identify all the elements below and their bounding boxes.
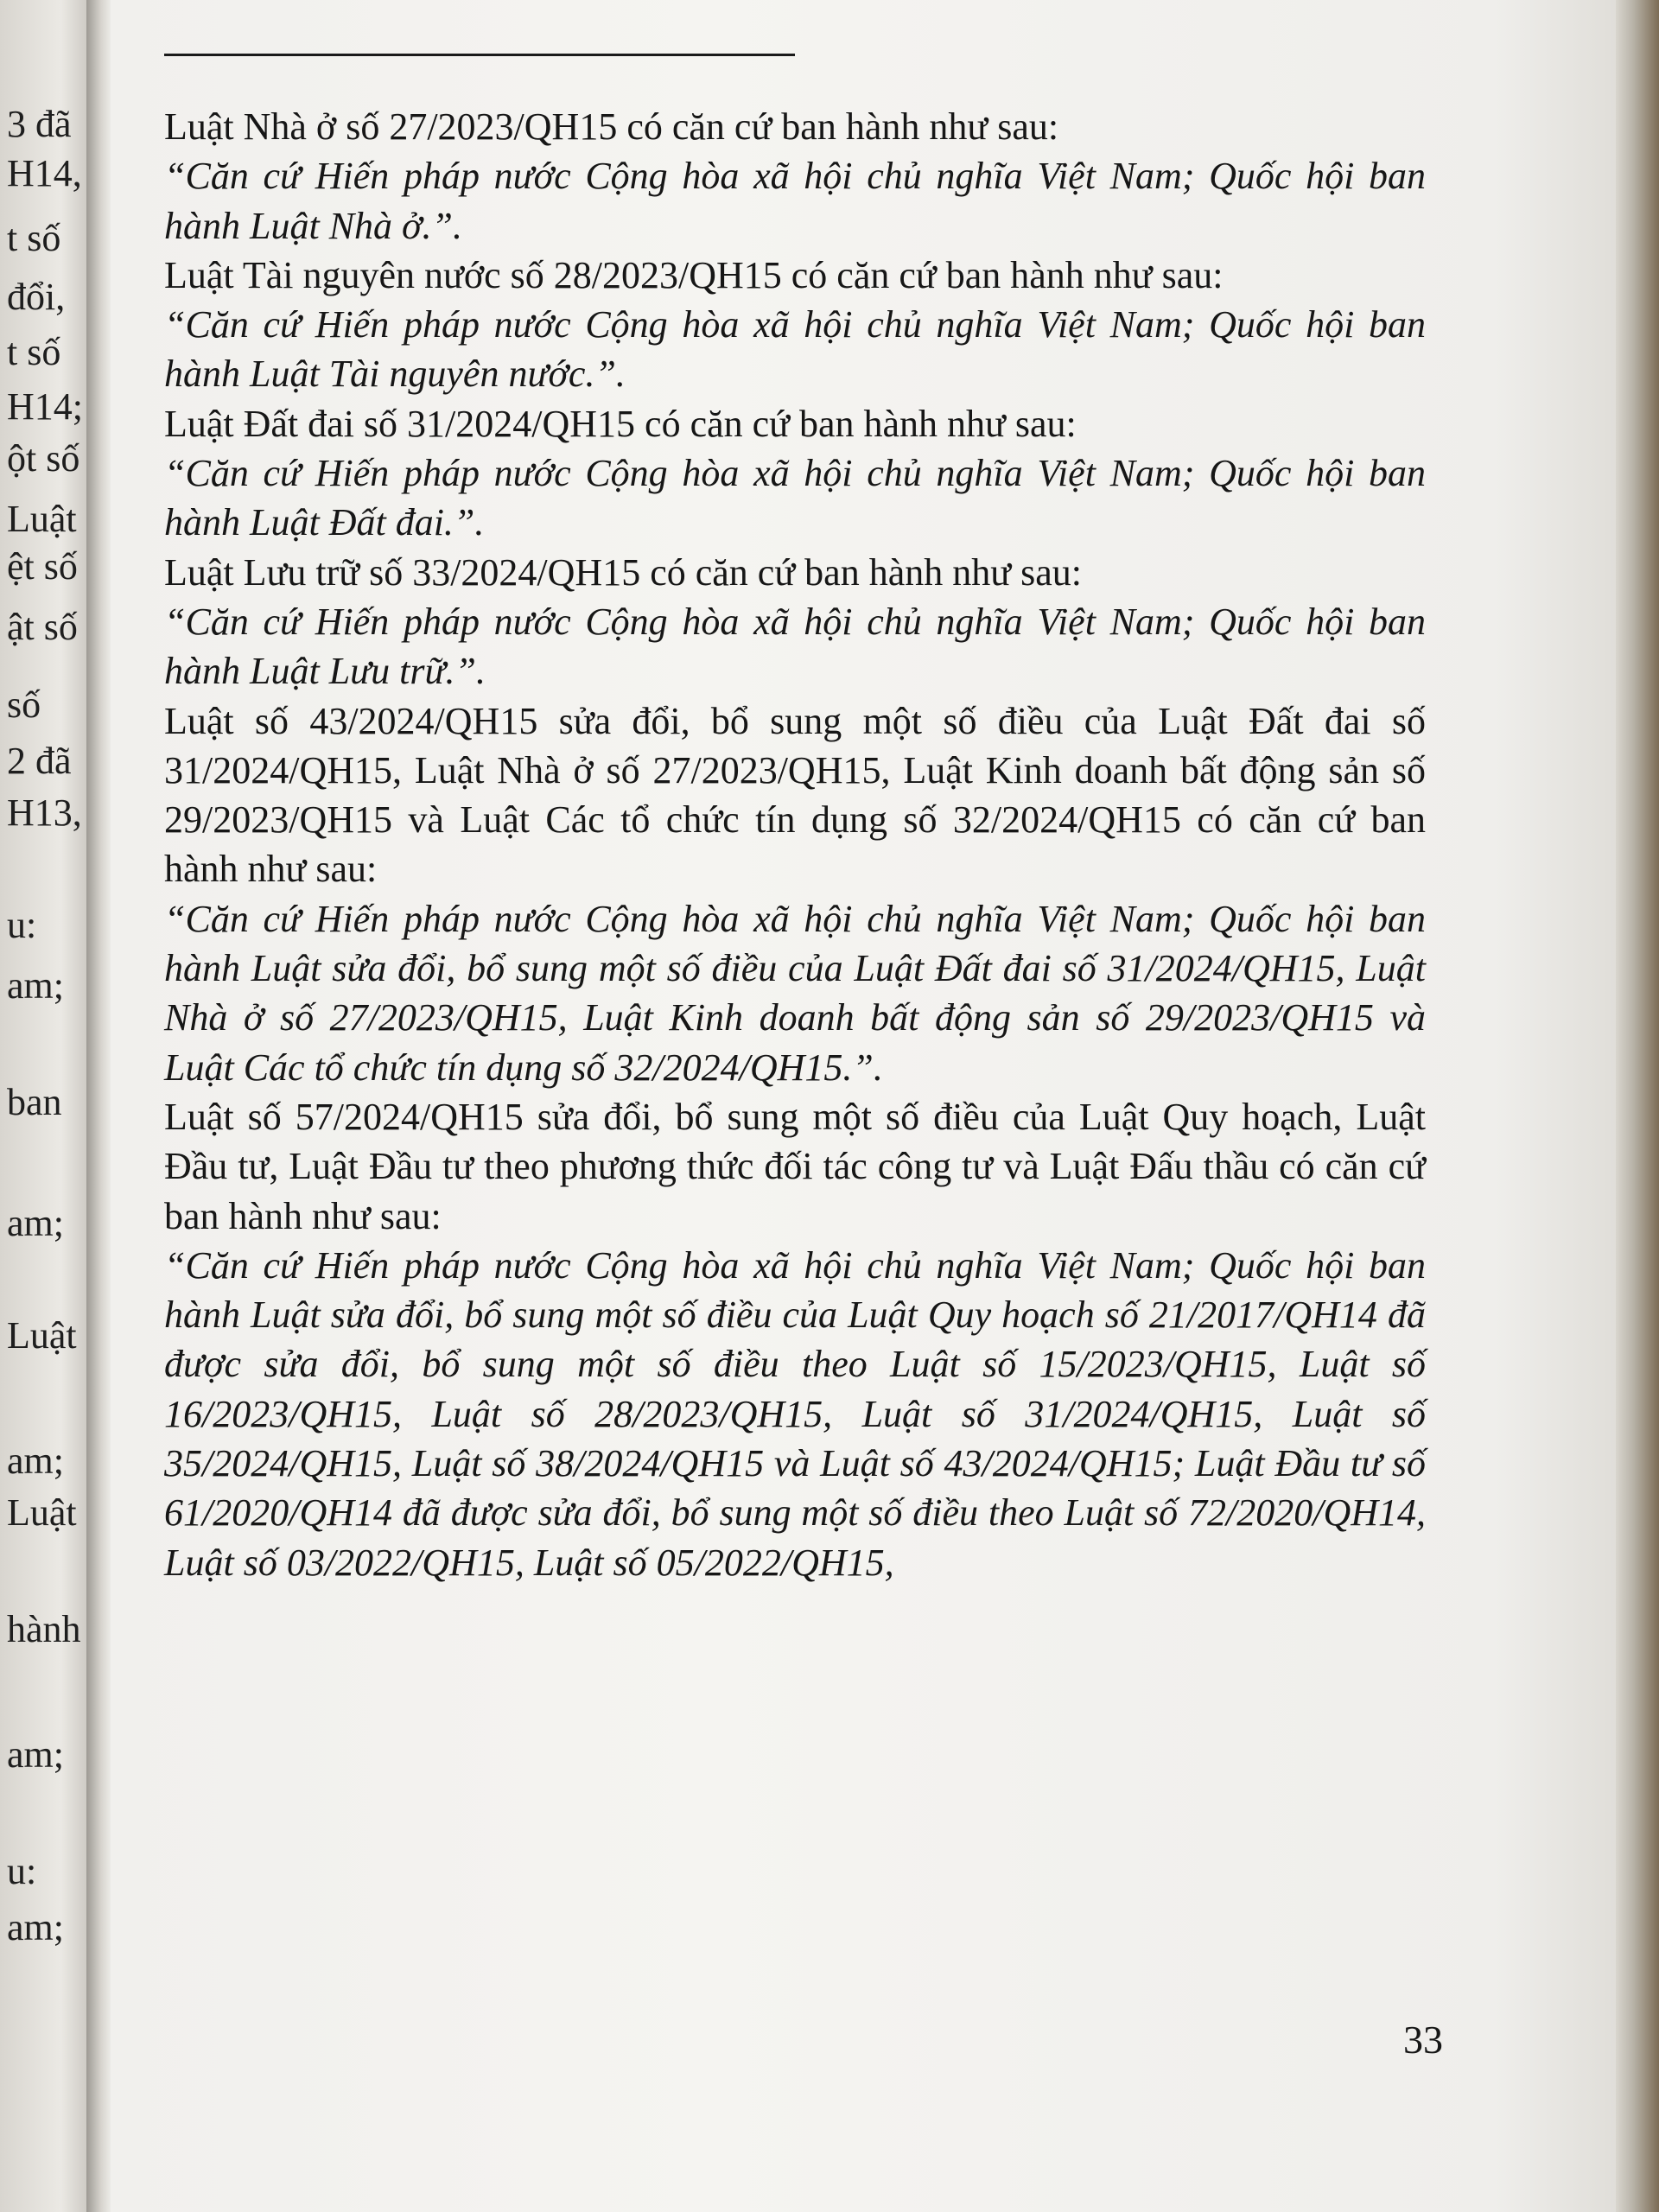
left-page-fragment: am;	[7, 1906, 64, 1948]
page-number: 33	[1403, 2018, 1443, 2062]
quote-luat-tai-nguyen-nuoc: “Căn cứ Hiến pháp nước Cộng hòa xã hội chủ nghĩa Việt Nam; Quốc hội ban hành Luật Tài nguyên nước.”.	[164, 303, 1426, 396]
left-page-fragment: hành	[7, 1608, 81, 1650]
quote-luat-dat-dai: “Căn cứ Hiến pháp nước Cộng hòa xã hội chủ nghĩa Việt Nam; Quốc hội ban hành Luật Đất đai.”.	[164, 452, 1426, 544]
paragraph-luat-tai-nguyen-nuoc: Luật Tài nguyên nước số 28/2023/QH15 có căn cứ ban hành như sau:	[164, 253, 1224, 296]
left-page-edge	[0, 0, 86, 2212]
paragraph-luat-57-2024: Luật số 57/2024/QH15 sửa đổi, bổ sung một số điều của Luật Quy hoạch, Luật Đầu tư, Luật Đầu tư theo phương thức đối tác công tư và Luật Đấu thầu có căn cứ ban hành như sau:	[164, 1095, 1426, 1237]
header-rule	[164, 54, 795, 56]
left-page-fragment: Luật	[7, 1314, 77, 1357]
page-edge	[1616, 0, 1659, 2212]
left-page-fragment: u:	[7, 904, 37, 946]
left-page-fragment: đổi,	[7, 276, 66, 318]
left-page-fragment: Luật	[7, 498, 77, 540]
left-page-fragment: ột số	[7, 437, 80, 480]
left-page-fragment: ật số	[7, 606, 78, 648]
left-page-fragment: ệt số	[7, 545, 78, 588]
quote-luat-luu-tru: “Căn cứ Hiến pháp nước Cộng hòa xã hội chủ nghĩa Việt Nam; Quốc hội ban hành Luật Lưu trữ.”.	[164, 600, 1426, 693]
paragraph-luat-nha-o: Luật Nhà ở số 27/2023/QH15 có căn cứ ban hành như sau:	[164, 105, 1059, 148]
left-page-fragment: số	[7, 683, 41, 726]
quote-luat-nha-o: “Căn cứ Hiến pháp nước Cộng hòa xã hội chủ nghĩa Việt Nam; Quốc hội ban hành Luật Nhà ở.”.	[164, 155, 1426, 247]
book-gutter	[86, 0, 111, 2212]
left-page-fragment: H14;	[7, 385, 83, 428]
left-page-fragment: 2 đã	[7, 740, 72, 782]
left-page-fragment: H13,	[7, 791, 82, 834]
left-page-fragment: t số	[7, 331, 61, 373]
left-page-fragment: Luật	[7, 1491, 77, 1534]
left-page-fragment: u:	[7, 1850, 37, 1892]
quote-luat-57-2024: “Căn cứ Hiến pháp nước Cộng hòa xã hội chủ nghĩa Việt Nam; Quốc hội ban hành Luật sửa đổi, bổ sung một số điều của Luật Quy hoạch số 21/2017/QH14 đã được sửa đổi, bổ sung một số điều theo Luật số 15/2023/QH15, Luật số 16/2023/QH15, Luật số 28/2023/QH15, Luật số 31/2024/QH15, Luật số 35/2024/QH15, Luật số 38/2024/QH15 và Luật số 43/2024/QH15; Luật Đầu tư số 61/2020/QH14 đã được sửa đổi, bổ sung một số điều theo Luật số 72/2020/QH14, Luật số 03/2022/QH15, Luật số 05/2022/QH15,	[164, 1243, 1426, 1584]
left-page-fragment: am;	[7, 964, 64, 1007]
left-page-fragment: t số	[7, 217, 61, 259]
left-page-fragment: am;	[7, 1733, 64, 1776]
left-page-fragment: 3 đã	[7, 103, 72, 145]
paragraph-luat-dat-dai: Luật Đất đai số 31/2024/QH15 có căn cứ ban hành như sau:	[164, 402, 1077, 445]
paragraph-luat-luu-tru: Luật Lưu trữ số 33/2024/QH15 có căn cứ ban hành như sau:	[164, 550, 1082, 594]
left-page-fragment: am;	[7, 1202, 64, 1244]
quote-luat-43-2024: “Căn cứ Hiến pháp nước Cộng hòa xã hội chủ nghĩa Việt Nam; Quốc hội ban hành Luật sửa đổi, bổ sung một số điều của Luật Đất đai số 31/2024/QH15, Luật Nhà ở số 27/2023/QH15, Luật Kinh doanh bất động sản số 29/2023/QH15 và Luật Các tổ chức tín dụng số 32/2024/QH15.”.	[164, 897, 1426, 1089]
left-page-fragment: ban	[7, 1081, 62, 1123]
left-page-fragment: H14,	[7, 152, 82, 194]
paragraph-luat-43-2024: Luật số 43/2024/QH15 sửa đổi, bổ sung một số điều của Luật Đất đai số 31/2024/QH15, Luật Nhà ở số 27/2023/QH15, Luật Kinh doanh bất động sản số 29/2023/QH15 và Luật Các tổ chức tín dụng số 32/2024/QH15 có căn cứ ban hành như sau:	[164, 699, 1426, 891]
page-body	[164, 102, 1426, 1587]
left-page-fragment: am;	[7, 1440, 64, 1482]
